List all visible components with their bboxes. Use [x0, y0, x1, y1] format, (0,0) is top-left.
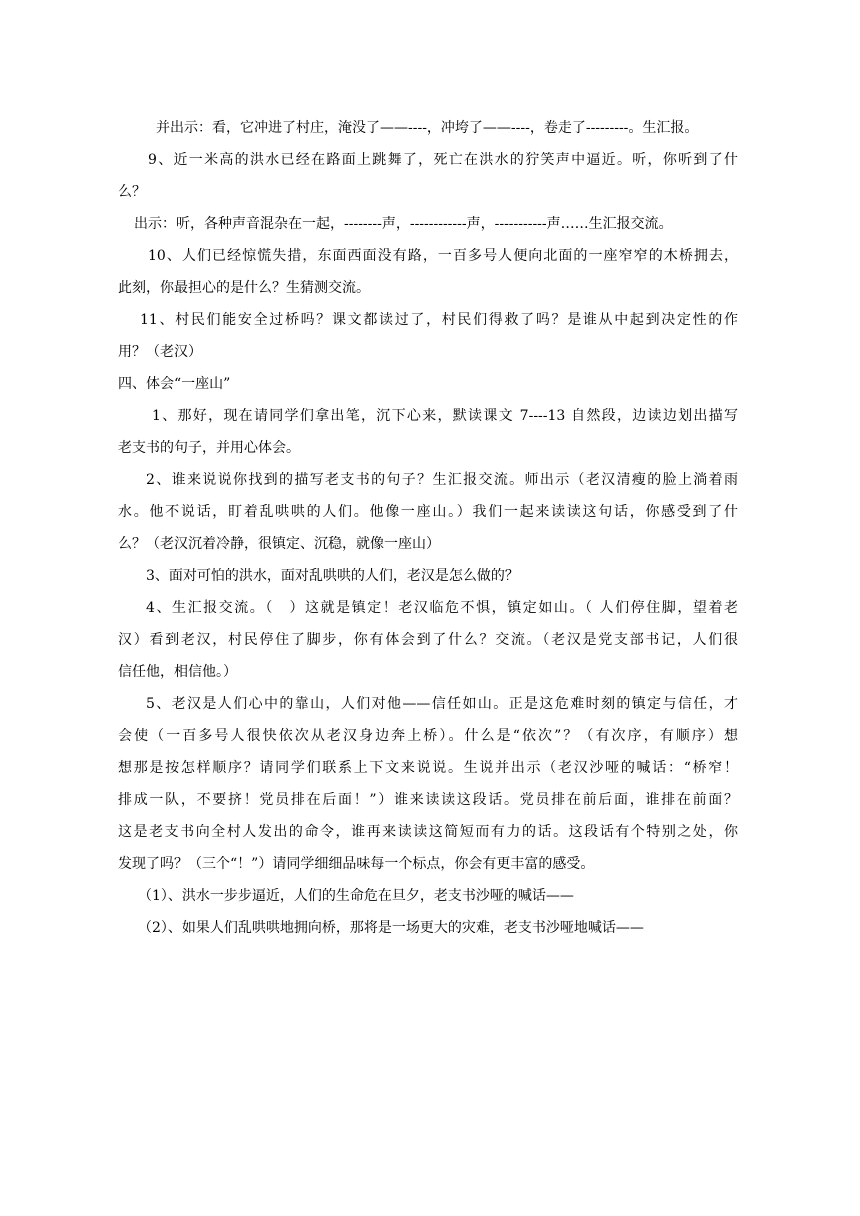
text-line: 4、生汇报交流。（ ）这就是镇定！老汉临危不惧，镇定如山。（ 人们停住脚，望着老: [146, 600, 738, 616]
text-line: 么？（老汉沉着冷静，很镇定、沉稳，就像一座山）: [118, 536, 440, 552]
text-line: 汉）看到老汉，村民停住了脚步，你有体会到了什么？交流。（老汉是党支部书记，人们很: [118, 632, 738, 648]
text-line: 并出示：看，它冲进了村庄，淹没了——----，冲垮了——----，卷走了---------。生汇报。: [156, 120, 699, 136]
text-line: 11、村民们能安全过桥吗？课文都读过了，村民们得救了吗？是谁从中起到决定性的作: [140, 312, 738, 328]
text-line: 10、人们已经惊慌失措，东面西面没有路，一百多号人便向北面的一座窄窄的木桥拥去，: [148, 248, 738, 264]
text-line: 这是老支书向全村人发出的命令，谁再来读读这简短而有力的话。这段话有个特别之处，你: [118, 824, 738, 840]
text-line: 此刻，你最担心的是什么？生猜测交流。: [118, 280, 370, 296]
text-line: 1、那好，现在请同学们拿出笔，沉下心来，默读课文 7----13 自然段，边读边划出描写: [152, 408, 738, 424]
text-line: 么？: [118, 184, 146, 200]
text-line: 会使（一百多号人很快依次从老汉身边奔上桥）。什么是“依次”？（有次序，有顺序）想: [118, 728, 738, 744]
section-heading: 四、体会“一座山”: [118, 376, 231, 392]
text-line: 老支书的句子，并用心体会。: [118, 440, 300, 456]
list-item: （2）、如果人们乱哄哄地拥向桥，那将是一场更大的灾难，老支书沙哑地喊话——: [138, 920, 644, 936]
text-line: 想那是按怎样顺序？请同学们联系上下文来说说。生说并出示（老汉沙哑的喊话：“桥窄！: [118, 760, 738, 776]
text-line: 3、面对可怕的洪水，面对乱哄哄的人们，老汉是怎么做的？: [146, 568, 519, 584]
list-item: （1）、洪水一步步逼近，人们的生命危在旦夕，老支书沙哑的喊话——: [138, 888, 574, 904]
text-line: 出示：听，各种声音混杂在一起，--------声，------------声，-----------声……生汇报交流。: [134, 216, 673, 232]
text-line: 2、谁来说说你找到的描写老支书的句子？生汇报交流。师出示（老汉清瘦的脸上淌着雨: [146, 472, 738, 488]
document-page: [118, 112, 738, 944]
text-line: 排成一队，不要挤！党员排在后面！”）谁来读读这段话。党员排在前后面，谁排在前面？: [118, 792, 738, 808]
text-line: 信任他，相信他。）: [118, 664, 237, 680]
text-line: 发现了吗？（三个“！”）请同学细细品味每一个标点，你会有更丰富的感受。: [118, 856, 595, 872]
text-line: 用？（老汉）: [118, 344, 202, 360]
text-line: 5、老汉是人们心中的靠山，人们对他——信任如山。正是这危难时刻的镇定与信任，才: [146, 696, 738, 712]
text-line: 水。他不说话，盯着乱哄哄的人们。他像一座山。）我们一起来读读这句话，你感受到了什: [118, 504, 738, 520]
text-line: 9、近一米高的洪水已经在路面上跳舞了，死亡在洪水的狞笑声中逼近。听，你听到了什: [148, 152, 738, 168]
